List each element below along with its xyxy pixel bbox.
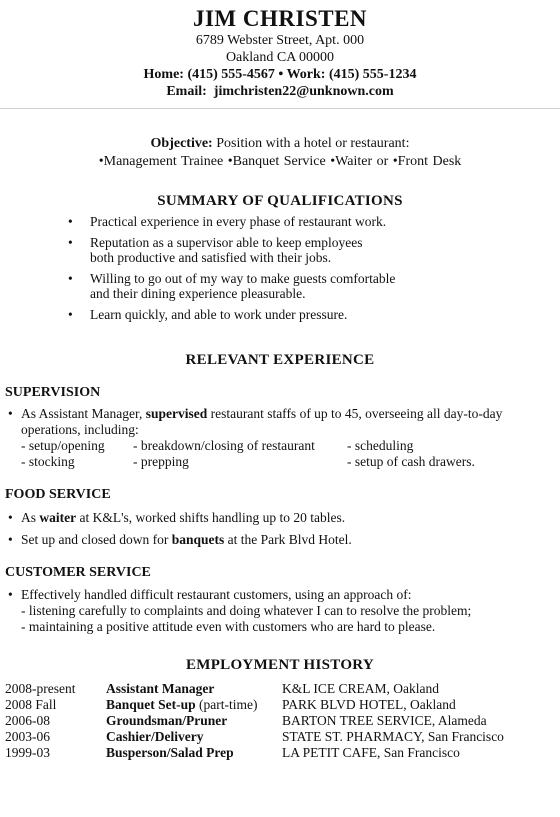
summary-line: Willing to go out of my way to make guests comfortable (90, 270, 396, 286)
text-run-bold: waiter (39, 510, 77, 525)
text-run: at the Park Blvd Hotel. (224, 532, 352, 547)
food-service-heading: FOOD SERVICE (5, 487, 111, 502)
text-run: at K&L's, worked shifts handling up to 20 tables. (76, 510, 346, 525)
employment-row (5, 697, 555, 713)
email-label: Email: (166, 84, 207, 99)
candidate-name: JIM CHRISTEN (192, 6, 368, 31)
summary-item (65, 214, 485, 230)
bullet-icon: • (68, 214, 73, 229)
text-run: As Assistant Manager, (21, 406, 146, 421)
summary-item (65, 271, 485, 302)
job-title: Busperson/Salad Prep (106, 745, 234, 760)
objective-section (0, 135, 560, 171)
summary-line: Practical experience in every phase of restaurant work. (90, 214, 387, 229)
supervision-heading: SUPERVISION (5, 385, 101, 400)
employment-title (106, 697, 282, 713)
summary-line: and their dining experience pleasurable. (90, 286, 306, 301)
employment-row (5, 729, 555, 745)
bullet-icon: • (68, 306, 73, 322)
summary-line: Learn quickly, and able to work under pressure. (90, 306, 348, 322)
employment-employer: STATE ST. PHARMACY, San Francisco (282, 729, 504, 744)
employment-employer: LA PETIT CAFE, San Francisco (282, 745, 460, 760)
job-title: Cashier/Delivery (106, 729, 204, 744)
employment-title (106, 729, 282, 745)
employment-row (5, 745, 555, 761)
task-item: - breakdown/closing of restaurant (133, 438, 315, 453)
task-item: - prepping (133, 454, 189, 469)
task-item: - setup/opening (21, 438, 105, 453)
resume-header (0, 0, 560, 100)
text-run-bold: banquets (171, 532, 225, 547)
experience-heading: RELEVANT EXPERIENCE (185, 352, 375, 368)
summary-list (65, 214, 485, 327)
employment-employer: K&L ICE CREAM, Oakland (282, 681, 439, 696)
street-address: 6789 Webster Street, Apt. 000 (195, 33, 365, 48)
job-title: Groundsman/Pruner (106, 713, 228, 728)
employment-date: 1999-03 (5, 745, 50, 760)
bullet-icon: • (68, 270, 73, 286)
bullet-icon: • (8, 510, 13, 525)
bullet-icon: • (8, 406, 13, 421)
text-run: As (21, 510, 40, 525)
summary-line: Reputation as a supervisor able to keep employees (90, 234, 363, 250)
employment-title (106, 713, 282, 729)
bullet-icon: • (68, 234, 73, 250)
employment-row (5, 713, 555, 729)
bullet-icon: • (8, 587, 13, 602)
phone-numbers: Home: (415) 555-4567 • Work: (415) 555-1234 (143, 67, 417, 82)
objective-label: Objective: (150, 136, 213, 151)
email-address: jimchristen22@unknown.com (213, 84, 394, 99)
employment-date: 2008-present (5, 681, 76, 696)
text-run: restaurant staffs of up to 45, overseeing all day-to-day (207, 406, 503, 421)
approach-item: - maintaining a positive attitude even with customers who are hard to please. (21, 619, 436, 634)
approach-item: - listening carefully to complaints and doing whatever I can to resolve the problem; (21, 603, 472, 618)
text-run: Set up and closed down for (21, 532, 172, 547)
objective-text: Position with a hotel or restaurant: (216, 136, 410, 151)
employment-heading: EMPLOYMENT HISTORY (185, 657, 375, 673)
employment-employer: PARK BLVD HOTEL, Oakland (282, 697, 456, 712)
job-title: Assistant Manager (106, 681, 215, 696)
employment-date: 2006-08 (5, 713, 50, 728)
task-item: - setup of cash drawers. (347, 454, 475, 469)
summary-heading: SUMMARY OF QUALIFICATIONS (157, 193, 403, 209)
customer-service-list (8, 587, 553, 635)
summary-item (65, 235, 485, 266)
food-service-list (8, 510, 553, 548)
employment-date: 2008 Fall (5, 697, 57, 712)
bullet-icon: • (8, 532, 13, 547)
food-service-bullet (8, 510, 553, 526)
text-run-bold: supervised (145, 406, 208, 421)
supervision-list (8, 406, 553, 470)
objective-options: •Management Trainee •Banquet Service •Waiter or •Front Desk (98, 154, 462, 169)
employment-employer: BARTON TREE SERVICE, Alameda (282, 713, 487, 728)
summary-item (65, 307, 485, 323)
summary-line: both productive and satisfied with their jobs. (90, 250, 332, 265)
job-title: Banquet Set-up (106, 697, 196, 712)
employment-date: 2003-06 (5, 729, 50, 744)
customer-service-bullet (8, 587, 553, 603)
supervision-task-grid (8, 438, 553, 470)
text-run: Effectively handled difficult restaurant customers, using an approach of: (21, 587, 412, 602)
job-note: (part-time) (195, 697, 258, 712)
supervision-bullet (8, 406, 553, 438)
customer-service-heading: CUSTOMER SERVICE (5, 565, 151, 580)
employment-row (5, 681, 555, 697)
food-service-bullet (8, 532, 553, 548)
task-item: - scheduling (347, 438, 414, 453)
employment-title (106, 681, 282, 697)
header-divider (0, 108, 560, 109)
employment-table (5, 681, 555, 761)
employment-title (106, 745, 282, 761)
email-line (0, 83, 560, 100)
city-address: Oakland CA 00000 (225, 50, 335, 65)
task-item: - stocking (21, 454, 75, 469)
supervision-line-2: operations, including: (21, 422, 139, 437)
